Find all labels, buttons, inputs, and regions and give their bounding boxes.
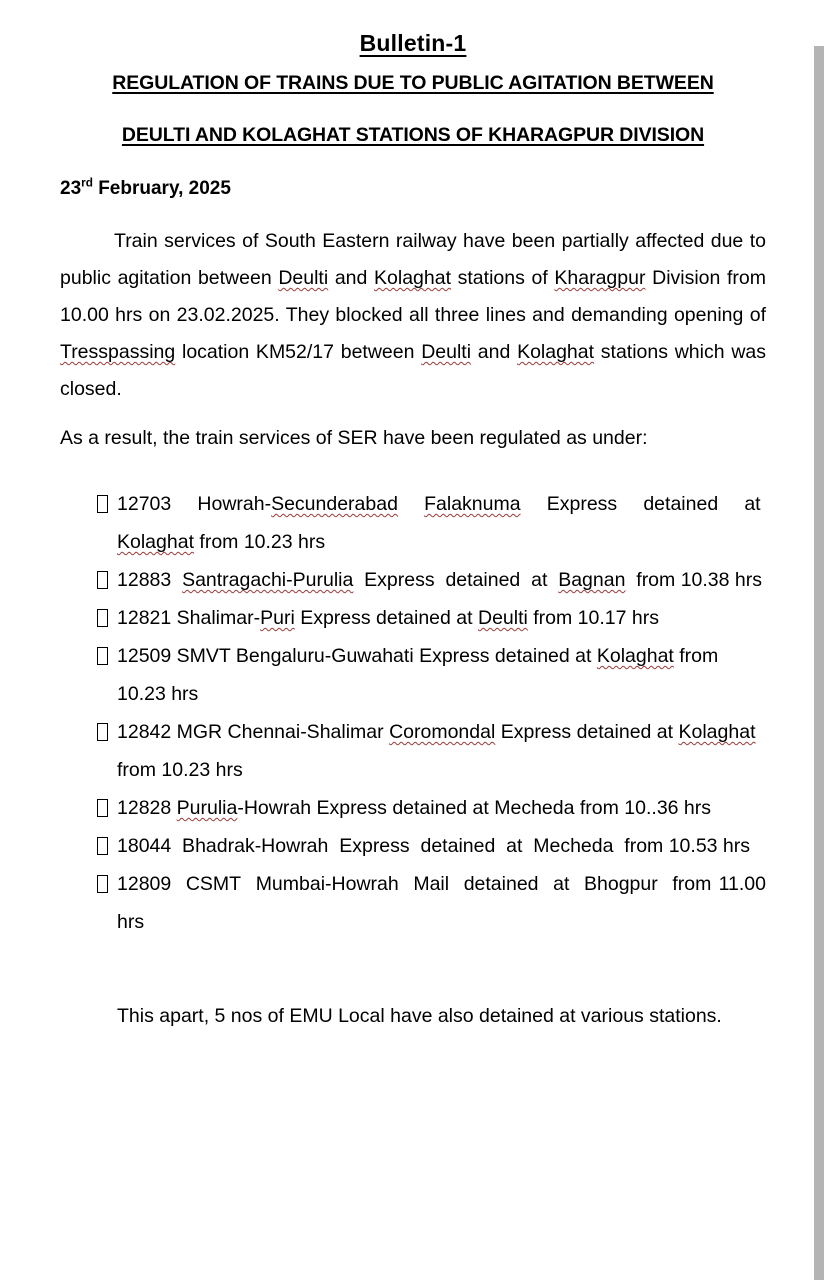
date-ordinal-suffix: rd [81, 176, 93, 190]
document-content [60, 0, 766, 1035]
heading-line-1 [60, 57, 766, 109]
list-item [60, 561, 766, 599]
missing-glyph-box-icon [97, 875, 108, 893]
missing-glyph-box-icon [97, 647, 108, 665]
spellcheck-word: Kolaghat [374, 267, 451, 289]
list-item [60, 599, 766, 637]
train-regulation-list [60, 485, 766, 941]
closing-paragraph: This apart, 5 nos of EMU Local have also detained at various stations. [117, 1005, 722, 1027]
bulletin-date [60, 175, 766, 203]
missing-glyph-box-icon [97, 799, 108, 817]
spellcheck-word: Kolaghat [117, 531, 194, 553]
missing-glyph-box-icon [97, 723, 108, 741]
missing-glyph-box-icon [97, 837, 108, 855]
list-item [60, 485, 766, 561]
list-item [60, 827, 766, 865]
list-item-text: 12509 SMVT Bengaluru-Guwahati Express detained at Kolaghat from 10.23 hrs [117, 645, 719, 705]
heading-line-1-text: REGULATION OF TRAINS DUE TO PUBLIC AGITATION BETWEEN [112, 72, 714, 94]
missing-glyph-box-icon [97, 495, 108, 513]
closing-section [60, 998, 766, 1035]
spellcheck-word: Deulti [278, 267, 329, 289]
list-item-text: 12842 MGR Chennai-Shalimar Coromondal Express detained at Kolaghat from 10.23 hrs [117, 721, 756, 781]
list-item-text: 12809 CSMT Mumbai-Howrah Mail detained at Bhogpur from 11.00 hrs [117, 873, 766, 933]
spellcheck-word: Bagnan [558, 569, 626, 591]
spellcheck-word: Kolaghat [596, 645, 674, 667]
spellcheck-word: Kolaghat [678, 721, 756, 743]
missing-glyph-box-icon [97, 609, 108, 627]
date-rest: February, 2025 [92, 178, 231, 199]
list-item-text: 12883 Santragachi-Purulia Express detained at Bagnan from 10.38 hrs [117, 569, 762, 591]
heading-line-2 [60, 109, 766, 161]
list-item [60, 865, 766, 941]
spellcheck-word: Secunderabad [271, 493, 398, 515]
spellcheck-word: Purulia [176, 797, 238, 819]
spellcheck-word: Kharagpur [554, 267, 646, 289]
list-item [60, 713, 766, 789]
missing-glyph-box-icon [97, 571, 108, 589]
spellcheck-word: Santragachi-Purulia [182, 569, 354, 591]
list-item-text: 18044 Bhadrak-Howrah Express detained at Mecheda from 10.53 hrs [117, 835, 751, 857]
heading-line-2-text: DEULTI AND KOLAGHAT STATIONS OF KHARAGPUR DIVISION [121, 124, 705, 146]
date-day: 23 [60, 178, 82, 199]
spellcheck-word: Falaknuma [424, 493, 521, 515]
spellcheck-word: Deulti [477, 607, 528, 629]
document-title-text: Bulletin-1 [359, 30, 467, 56]
list-item-text: 12828 Purulia-Howrah Express detained at Mecheda from 10..36 hrs [117, 797, 712, 819]
list-item-text: 12703 Howrah-Secunderabad Falaknuma Express detained at Kolaghat from 10.23 hrs [117, 493, 766, 553]
list-item [60, 637, 766, 713]
vertical-scrollbar[interactable] [814, 0, 824, 1280]
list-item-text: 12821 Shalimar-Puri Express detained at Deulti from 10.17 hrs [117, 607, 659, 629]
intro-paragraph: Train services of South Eastern railway have been partially affected due to public agitation between Deulti and Kolaghat stations of Kharagpur Division from 10.00 hrs on 23.02.2025. They blocked all three lines and demanding opening of Tresspassing location KM52/17 between Deulti and Kolaghat stations which was closed. [60, 230, 767, 400]
list-item [60, 789, 766, 827]
spellcheck-word: Deulti [421, 341, 472, 363]
spellcheck-word: Kolaghat [517, 341, 595, 363]
document-title [60, 0, 766, 57]
spellcheck-word: Tresspassing [60, 341, 176, 363]
spellcheck-word: Coromondal [389, 721, 496, 743]
result-paragraph: As a result, the train services of SER have been regulated as under: [60, 427, 648, 449]
spellcheck-word: Puri [260, 607, 295, 629]
scrollbar-thumb[interactable] [814, 46, 824, 1280]
